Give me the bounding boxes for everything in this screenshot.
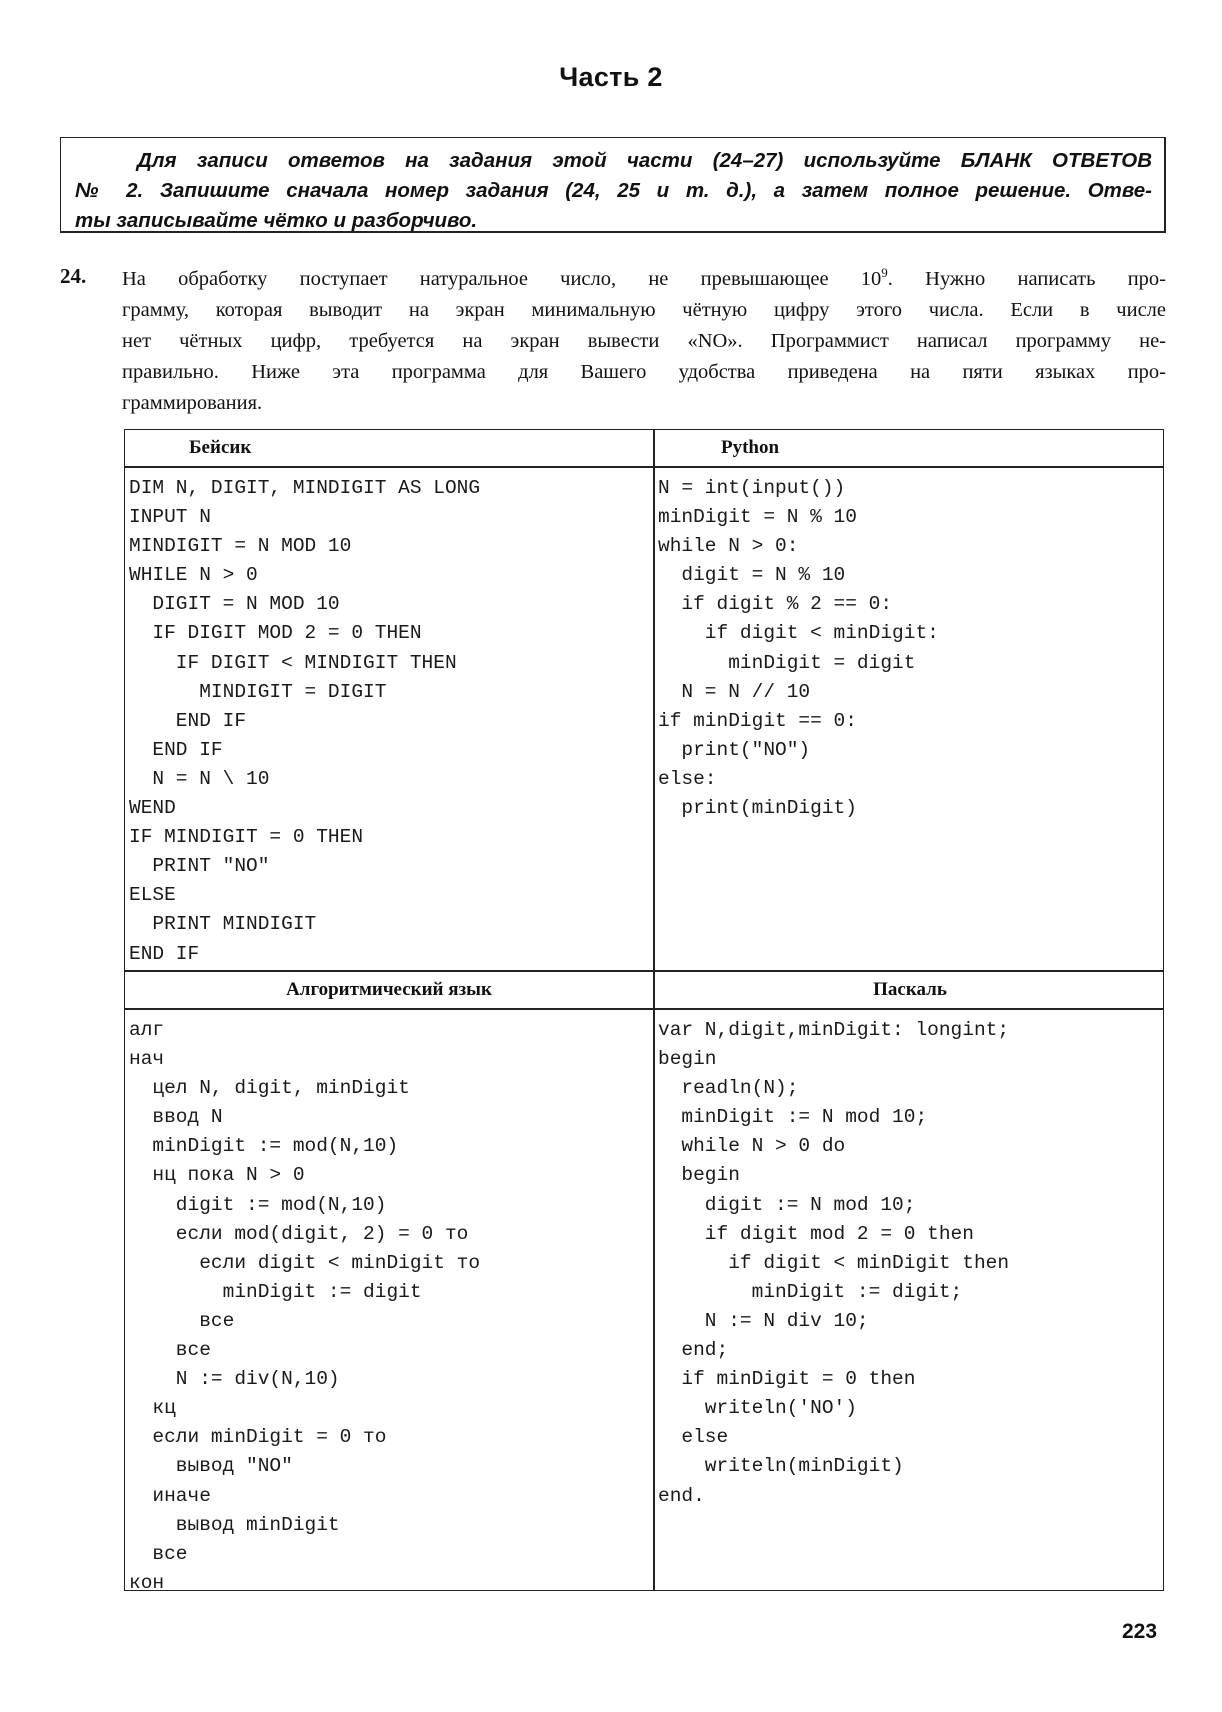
task-number: 24. bbox=[60, 264, 87, 288]
pascal-code: var N,digit,minDigit: longint; begin readln(N); minDigit := N mod 10; while N > 0 do begin digit := N mod 10; if digit mod 2 = 0 then if digit < minDigit then minDigit := digit; N := N div 10; end; if minDigit = 0 then writeln('NO') else writeln(minDigit) end. bbox=[658, 1019, 1010, 1507]
algo-code: алг нач цел N, digit, minDigit ввод N minDigit := mod(N,10) нц пока N > 0 digit := mod(N,10) если mod(digit, 2) = 0 то если digit < minDigit то minDigit := digit все все N := div(N,10) кц если minDigit = 0 то вывод "NO" иначе вывод minDigit все кон bbox=[129, 1019, 481, 1594]
task-line-1 bbox=[122, 264, 1166, 295]
part-title: Часть 2 bbox=[559, 62, 663, 92]
task-line-2: грамму, которая выводит на экран минимальную чётную цифру этого числа. Если в числе bbox=[122, 299, 1166, 321]
python-code: N = int(input()) minDigit = N % 10 while N > 0: digit = N % 10 if digit % 2 == 0: if digit < minDigit: minDigit = digit N = N // 10 if minDigit == 0: print("NO") else: print(minDigit) bbox=[658, 477, 939, 820]
basic-header: Бейсик bbox=[189, 437, 252, 458]
basic-code: DIM N, DIGIT, MINDIGIT AS LONG INPUT N MINDIGIT = N MOD 10 WHILE N > 0 DIGIT = N MOD 10 IF DIGIT MOD 2 = 0 THEN IF DIGIT < MINDIGIT THEN MINDIGIT = DIGIT END IF END IF N = N \ 10 WEND IF MINDIGIT = 0 THEN PRINT "NO" ELSE PRINT MINDIGIT END IF bbox=[129, 477, 481, 965]
instruction-line-1: Для записи ответов на задания этой части (24–27) используйте БЛАНК ОТВЕТОВ bbox=[137, 149, 1152, 172]
page-number: 223 bbox=[1122, 1620, 1158, 1643]
code-table bbox=[124, 429, 1164, 1594]
task-line-5: граммирования. bbox=[122, 392, 263, 414]
task-line-4: правильно. Ниже эта программа для Вашего удобства приведена на пяти языках про- bbox=[122, 361, 1166, 383]
task-text bbox=[122, 264, 1166, 419]
instruction-box bbox=[60, 137, 1166, 233]
instruction-line-3: ты записывайте чётко и разборчиво. bbox=[75, 209, 478, 232]
task-line-3: нет чётных цифр, требуется на экран вывести «NO». Программист написал программу не- bbox=[122, 330, 1166, 352]
task-line-1b: . Нужно написать про- bbox=[887, 268, 1167, 290]
python-header: Python bbox=[721, 437, 780, 458]
task-power: 9 bbox=[881, 265, 888, 281]
header-divider-bottom bbox=[125, 1008, 1163, 1010]
column-divider bbox=[653, 430, 655, 1590]
instruction-line-2: № 2. Запишите сначала номер задания (24, 25 и т. д.), а затем полное решение. Отве- bbox=[75, 179, 1152, 202]
algo-header: Алгоритмический язык bbox=[286, 979, 492, 1000]
task-line-1a: На обработку поступает натуральное число, не превышающее 10 bbox=[122, 268, 882, 290]
pascal-header: Паскаль bbox=[873, 979, 947, 1000]
header-divider-top bbox=[125, 466, 1163, 468]
